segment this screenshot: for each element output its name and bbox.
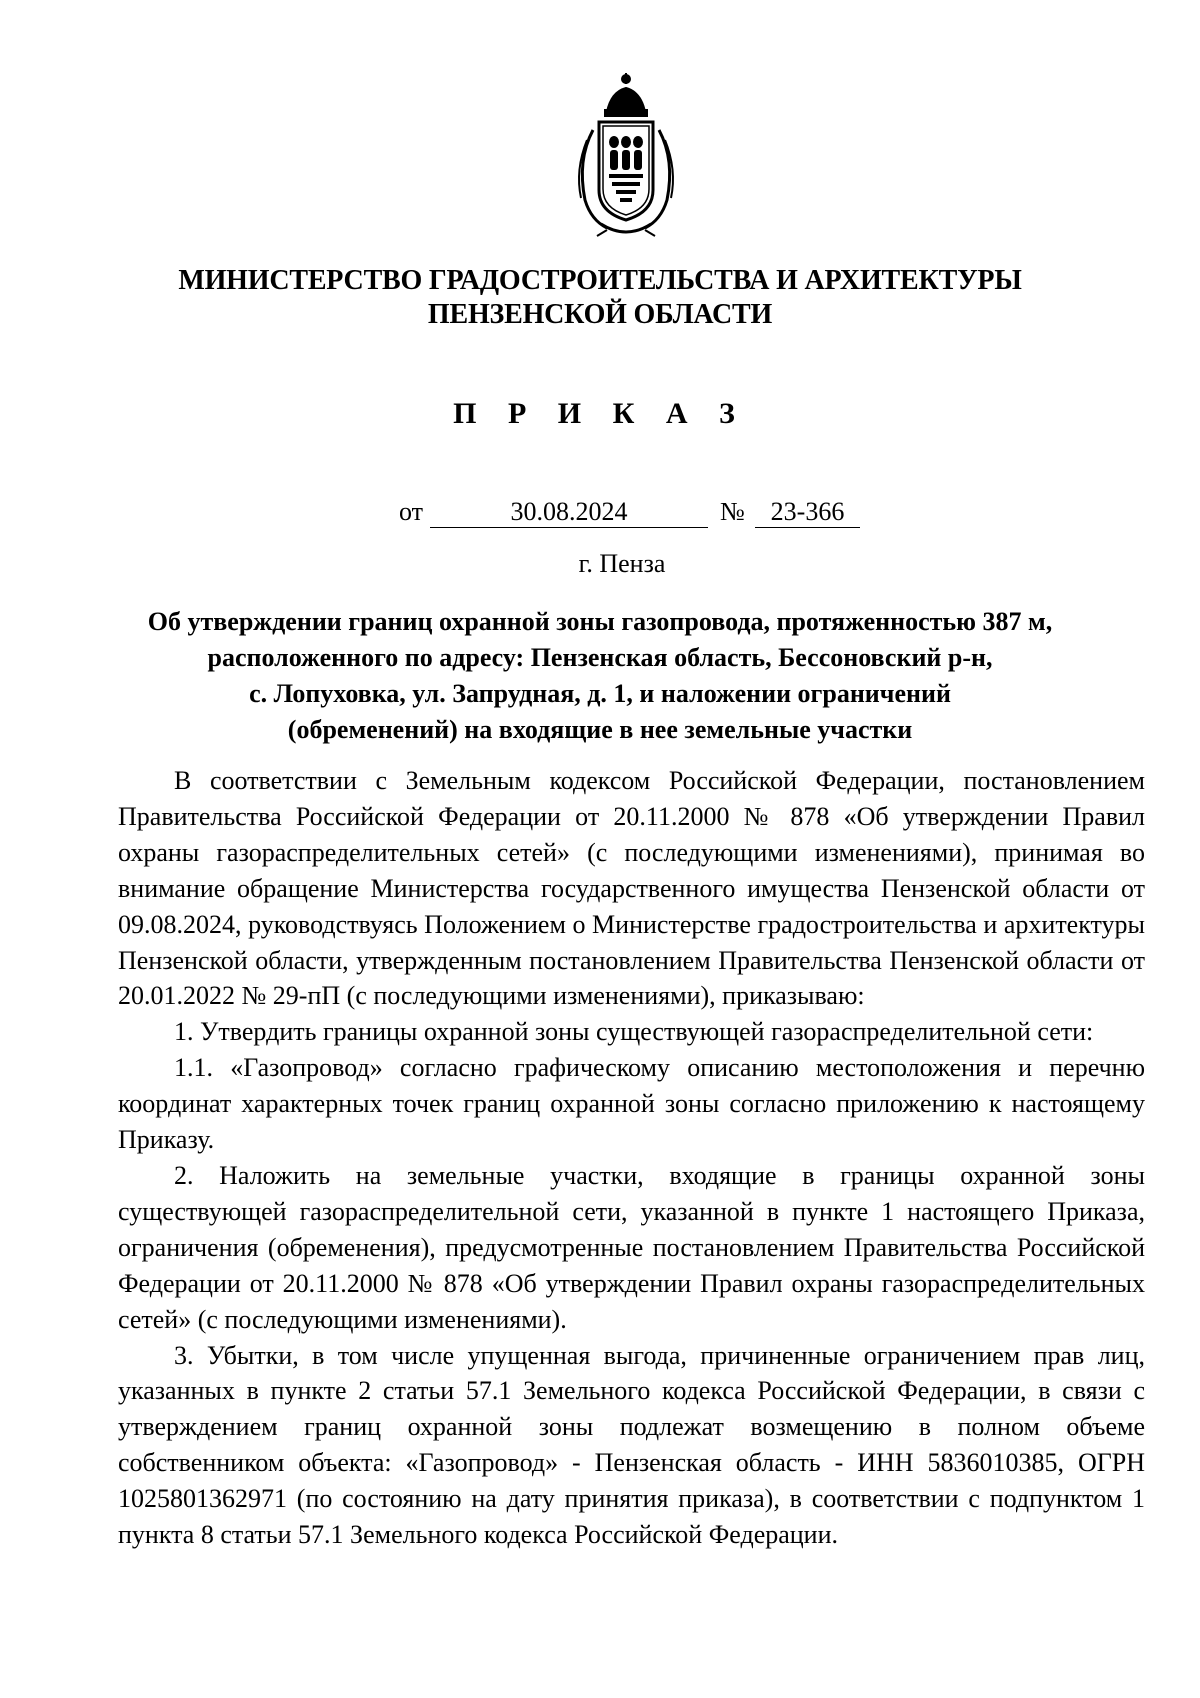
order-date: 30.08.2024 [430,496,708,528]
order-body [118,763,1145,1553]
coat-of-arms-icon [567,70,685,238]
body-paragraph-item-3: 3. Убытки, в том числе упущенная выгода, причиненные ограничением прав лиц, указанных в пункте 2 статьи 57.1 Земельного кодекса Российской Федерации, в связи с утверждением границ охранной зоны подлежат возмещению в полном объеме собственником объекта: «Газопровод» - Пензенская область - ИНН 5836010385, ОГРН 1025801362971 (по состоянию на дату принятия приказа), в соответствии с подпунктом 1 пункта 8 статьи 57.1 Земельного кодекса Российской Федерации. [118,1340,1145,1550]
body-paragraph-item-1-1: 1.1. «Газопровод» согласно графическому описанию местоположения и перечню координат характерных точек границ охранной зоны согласно приложению к настоящему Приказу. [118,1053,1145,1155]
order-subject [100,604,1100,748]
subject-line-3: с. Лопуховка, ул. Запрудная, д. 1, и наложении ограничений [249,679,951,708]
ministry-name [100,264,1100,332]
order-title: П Р И К А З [453,397,747,430]
body-paragraph-item-2: 2. Наложить на земельные участки, входящие в границы охранной зоны существующей газораспределительной сети, указанной в пункте 1 настоящего Приказа, ограничения (обременения), предусмотренные постановлением Правительства Российской Федерации от 20.11.2000 № 878 «Об утверждении Правил охраны газораспределительных сетей» (с последующими изменениями). [118,1160,1145,1334]
order-city: г. Пенза [578,549,666,578]
body-paragraph-item-1: 1. Утвердить границы охранной зоны существующей газораспределительной сети: [174,1017,1094,1047]
subject-line-2: расположенного по адресу: Пензенская область, Бессоновский р-н, [207,643,993,672]
order-number: 23-366 [755,496,860,528]
body-paragraph-preamble: В соответствии с Земельным кодексом Российской Федерации, постановлением Правительства Российской Федерации от 20.11.2000 № 878 «Об утверждении Правил охраны газораспределительных сетей» (с последующими изменениями), принимая во внимание обращение Министерства государственного имущества Пензенской области от 09.08.2024, руководствуясь Положением о Министерстве градостроительства и архитектуры Пензенской области, утвержденным постановлением Правительства Пензенской области от 20.01.2022 № 29-пП (с последующими изменениями), приказываю: [118,766,1145,1011]
order-date-line [0,496,1200,536]
subject-line-1: Об утверждении границ охранной зоны газопровода, протяженностью 387 м, [147,607,1053,636]
ministry-line-1: МИНИСТЕРСТВО ГРАДОСТРОИТЕЛЬСТВА И АРХИТЕКТУРЫ [178,265,1022,296]
ministry-line-2: ПЕНЗЕНСКОЙ ОБЛАСТИ [427,299,773,330]
subject-line-4: (обременений) на входящие в нее земельные участки [287,715,913,744]
date-label: от [399,497,424,526]
number-label: № [720,497,745,526]
